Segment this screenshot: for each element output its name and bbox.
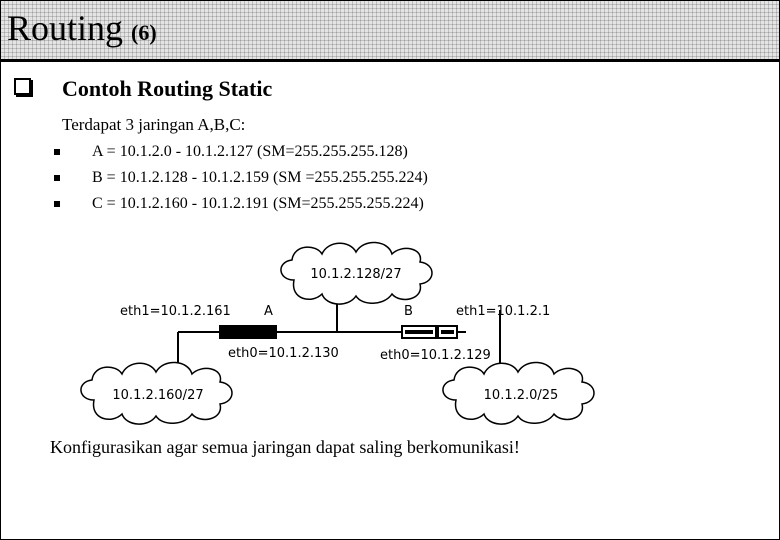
router-b-eth1-label: eth1=10.1.2.1 [456,304,551,319]
router-a-eth0-label: eth0=10.1.2.130 [228,346,339,361]
instruction-text: Konfigurasikan agar semua jaringan dapat saling berkomunikasi! [50,437,520,457]
cloud-left-label: 10.1.2.160/27 [112,388,204,403]
cloud-top-label: 10.1.2.128/27 [310,267,402,282]
network-a-item: A = 10.1.2.0 - 10.1.2.127 (SM=255.255.255.128) [92,143,408,160]
router-a-label: A [264,304,273,319]
router-a-eth1-label: eth1=10.1.2.161 [120,304,231,319]
section-heading: Contoh Routing Static [62,76,273,101]
slide-title-text: Routing [7,8,124,48]
network-c-item: C = 10.1.2.160 - 10.1.2.191 (SM=255.255.255.224) [92,195,424,212]
network-b-item: B = 10.1.2.128 - 10.1.2.159 (SM =255.255.255.224) [92,169,428,186]
cloud-right-label: 10.1.2.0/25 [483,388,559,403]
router-b-label: B [404,304,413,319]
intro-text: Terdapat 3 jaringan A,B,C: [62,115,246,134]
slide-title-number: (6) [131,20,157,45]
router-b-eth0-label: eth0=10.1.2.129 [380,348,491,363]
